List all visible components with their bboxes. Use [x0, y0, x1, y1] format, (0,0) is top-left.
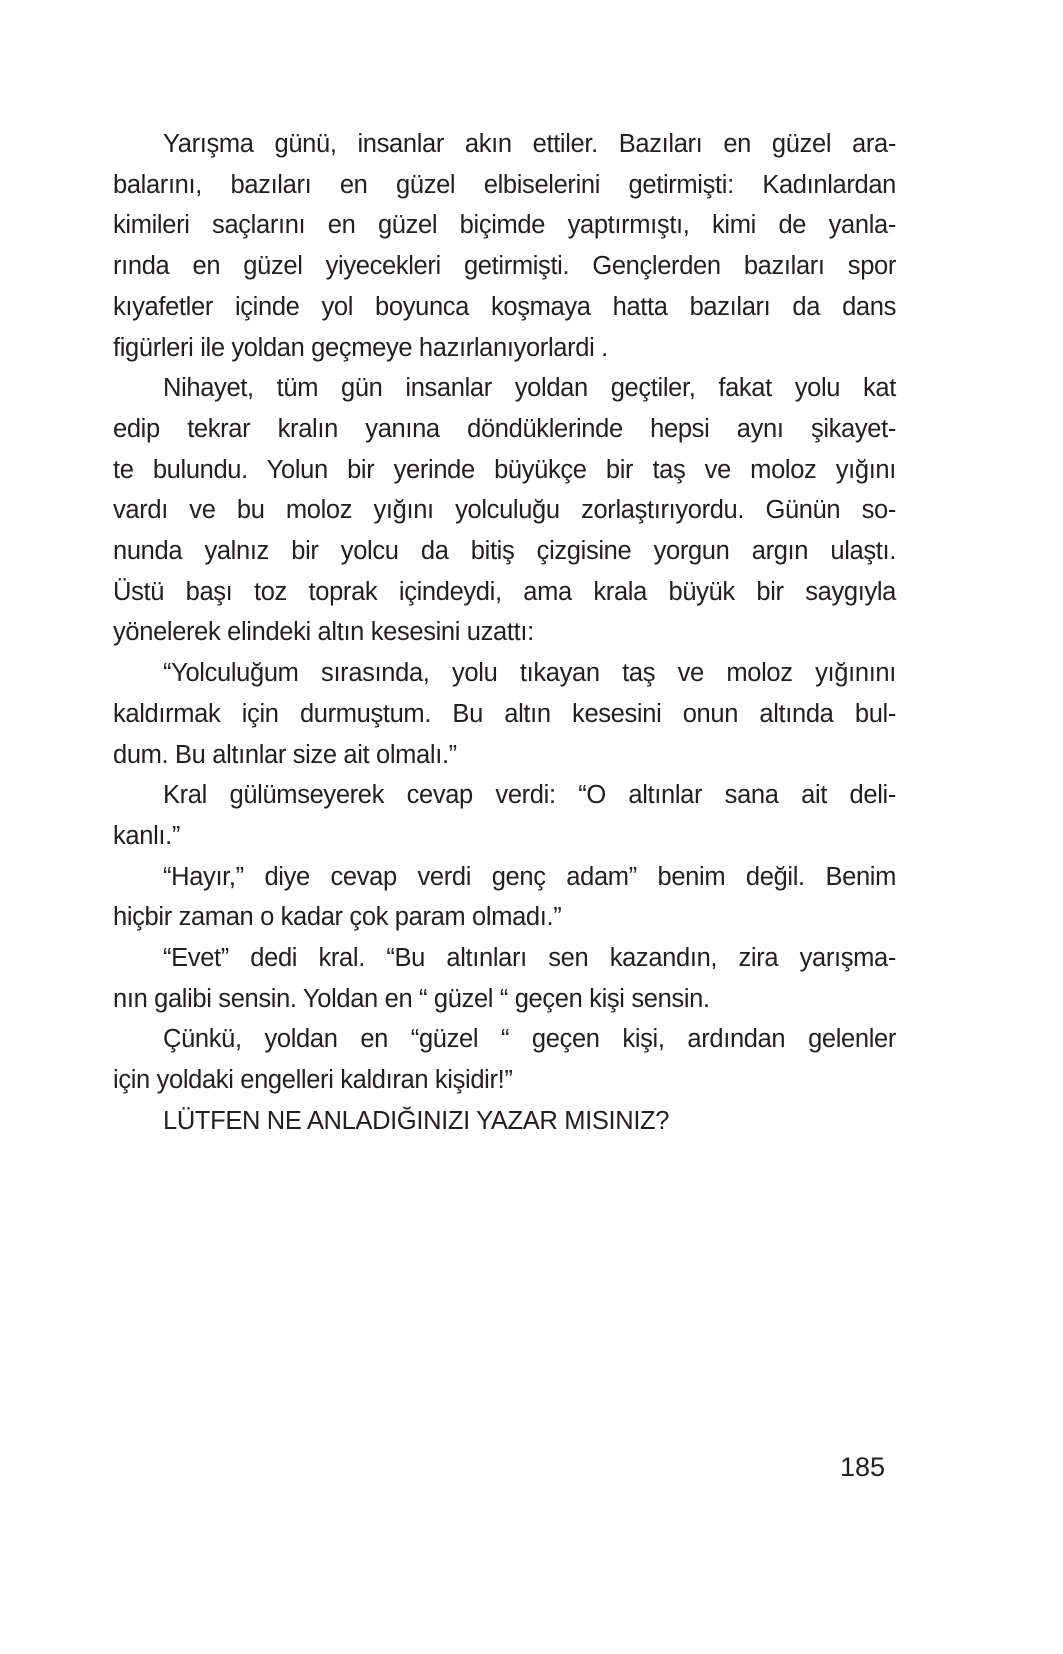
text-line: Nihayet, tüm gün insanlar yoldan geçtiler, fakat yolu kat — [163, 374, 896, 403]
text-line: nın galibi sensin. Yoldan en “ güzel “ geçen kişi sensin. — [113, 984, 710, 1013]
text-line: Kral gülümseyerek cevap verdi: “O altınlar sana ait deli- — [163, 781, 896, 810]
text-line: kıyafetler içinde yol boyunca koşmaya hatta bazıları da dans — [113, 292, 896, 321]
text-line: balarını, bazıları en güzel elbiselerini getirmişti: Kadınlardan — [113, 170, 896, 199]
paragraph — [113, 857, 896, 938]
page-number: 185 — [840, 1452, 886, 1482]
text-line: “Evet” dedi kral. “Bu altınları sen kazandın, zira yarışma- — [163, 944, 896, 973]
text-line: te bulundu. Yolun bir yerinde büyükçe bir taş ve moloz yığını — [113, 455, 896, 484]
text-line: figürleri ile yoldan geçmeye hazırlanıyorlardi . — [113, 333, 608, 362]
paragraph — [113, 775, 896, 856]
text-line: Yarışma günü, insanlar akın ettiler. Bazıları en güzel ara- — [163, 130, 896, 158]
text-line: LÜTFEN NE ANLADIĞINIZI YAZAR MISINIZ? — [163, 1106, 670, 1135]
text-line: kimileri saçlarını en güzel biçimde yaptırmıştı, kimi de yanla- — [113, 211, 896, 240]
paragraph — [113, 1019, 896, 1100]
text-line: vardı ve bu moloz yığını yolculuğu zorlaştırıyordu. Günün so- — [113, 496, 896, 525]
body-text — [113, 124, 896, 1142]
text-line: nunda yalnız bir yolcu da bitiş çizgisine yorgun argın ulaştı. — [113, 537, 896, 566]
paragraph — [113, 1101, 896, 1142]
text-line: “Yolculuğum sırasında, yolu tıkayan taş ve moloz yığınını — [163, 659, 896, 688]
paragraph — [113, 368, 896, 653]
paragraph — [113, 124, 896, 368]
text-line: edip tekrar kralın yanına döndüklerinde hepsi aynı şikayet- — [113, 414, 896, 443]
text-line: Üstü başı toz toprak içindeydi, ama krala büyük bir saygıyla — [113, 577, 896, 606]
text-line: dum. Bu altınlar size ait olmalı.” — [113, 740, 457, 769]
text-line: yönelerek elindeki altın kesesini uzattı: — [113, 618, 534, 647]
text-line: hiçbir zaman o kadar çok param olmadı.” — [113, 903, 562, 932]
text-line: rında en güzel yiyecekleri getirmişti. Gençlerden bazıları spor — [113, 252, 896, 281]
text-line: “Hayır,” diye cevap verdi genç adam” benim değil. Benim — [163, 862, 896, 891]
text-line: kaldırmak için durmuştum. Bu altın kesesini onun altında bul- — [113, 699, 896, 728]
paragraph — [113, 938, 896, 1019]
paragraph — [113, 653, 896, 775]
text-line: Çünkü, yoldan en “güzel “ geçen kişi, ardından gelenler — [163, 1025, 896, 1054]
text-line: kanlı.” — [113, 821, 180, 850]
text-line: için yoldaki engelleri kaldıran kişidir!” — [113, 1066, 513, 1095]
